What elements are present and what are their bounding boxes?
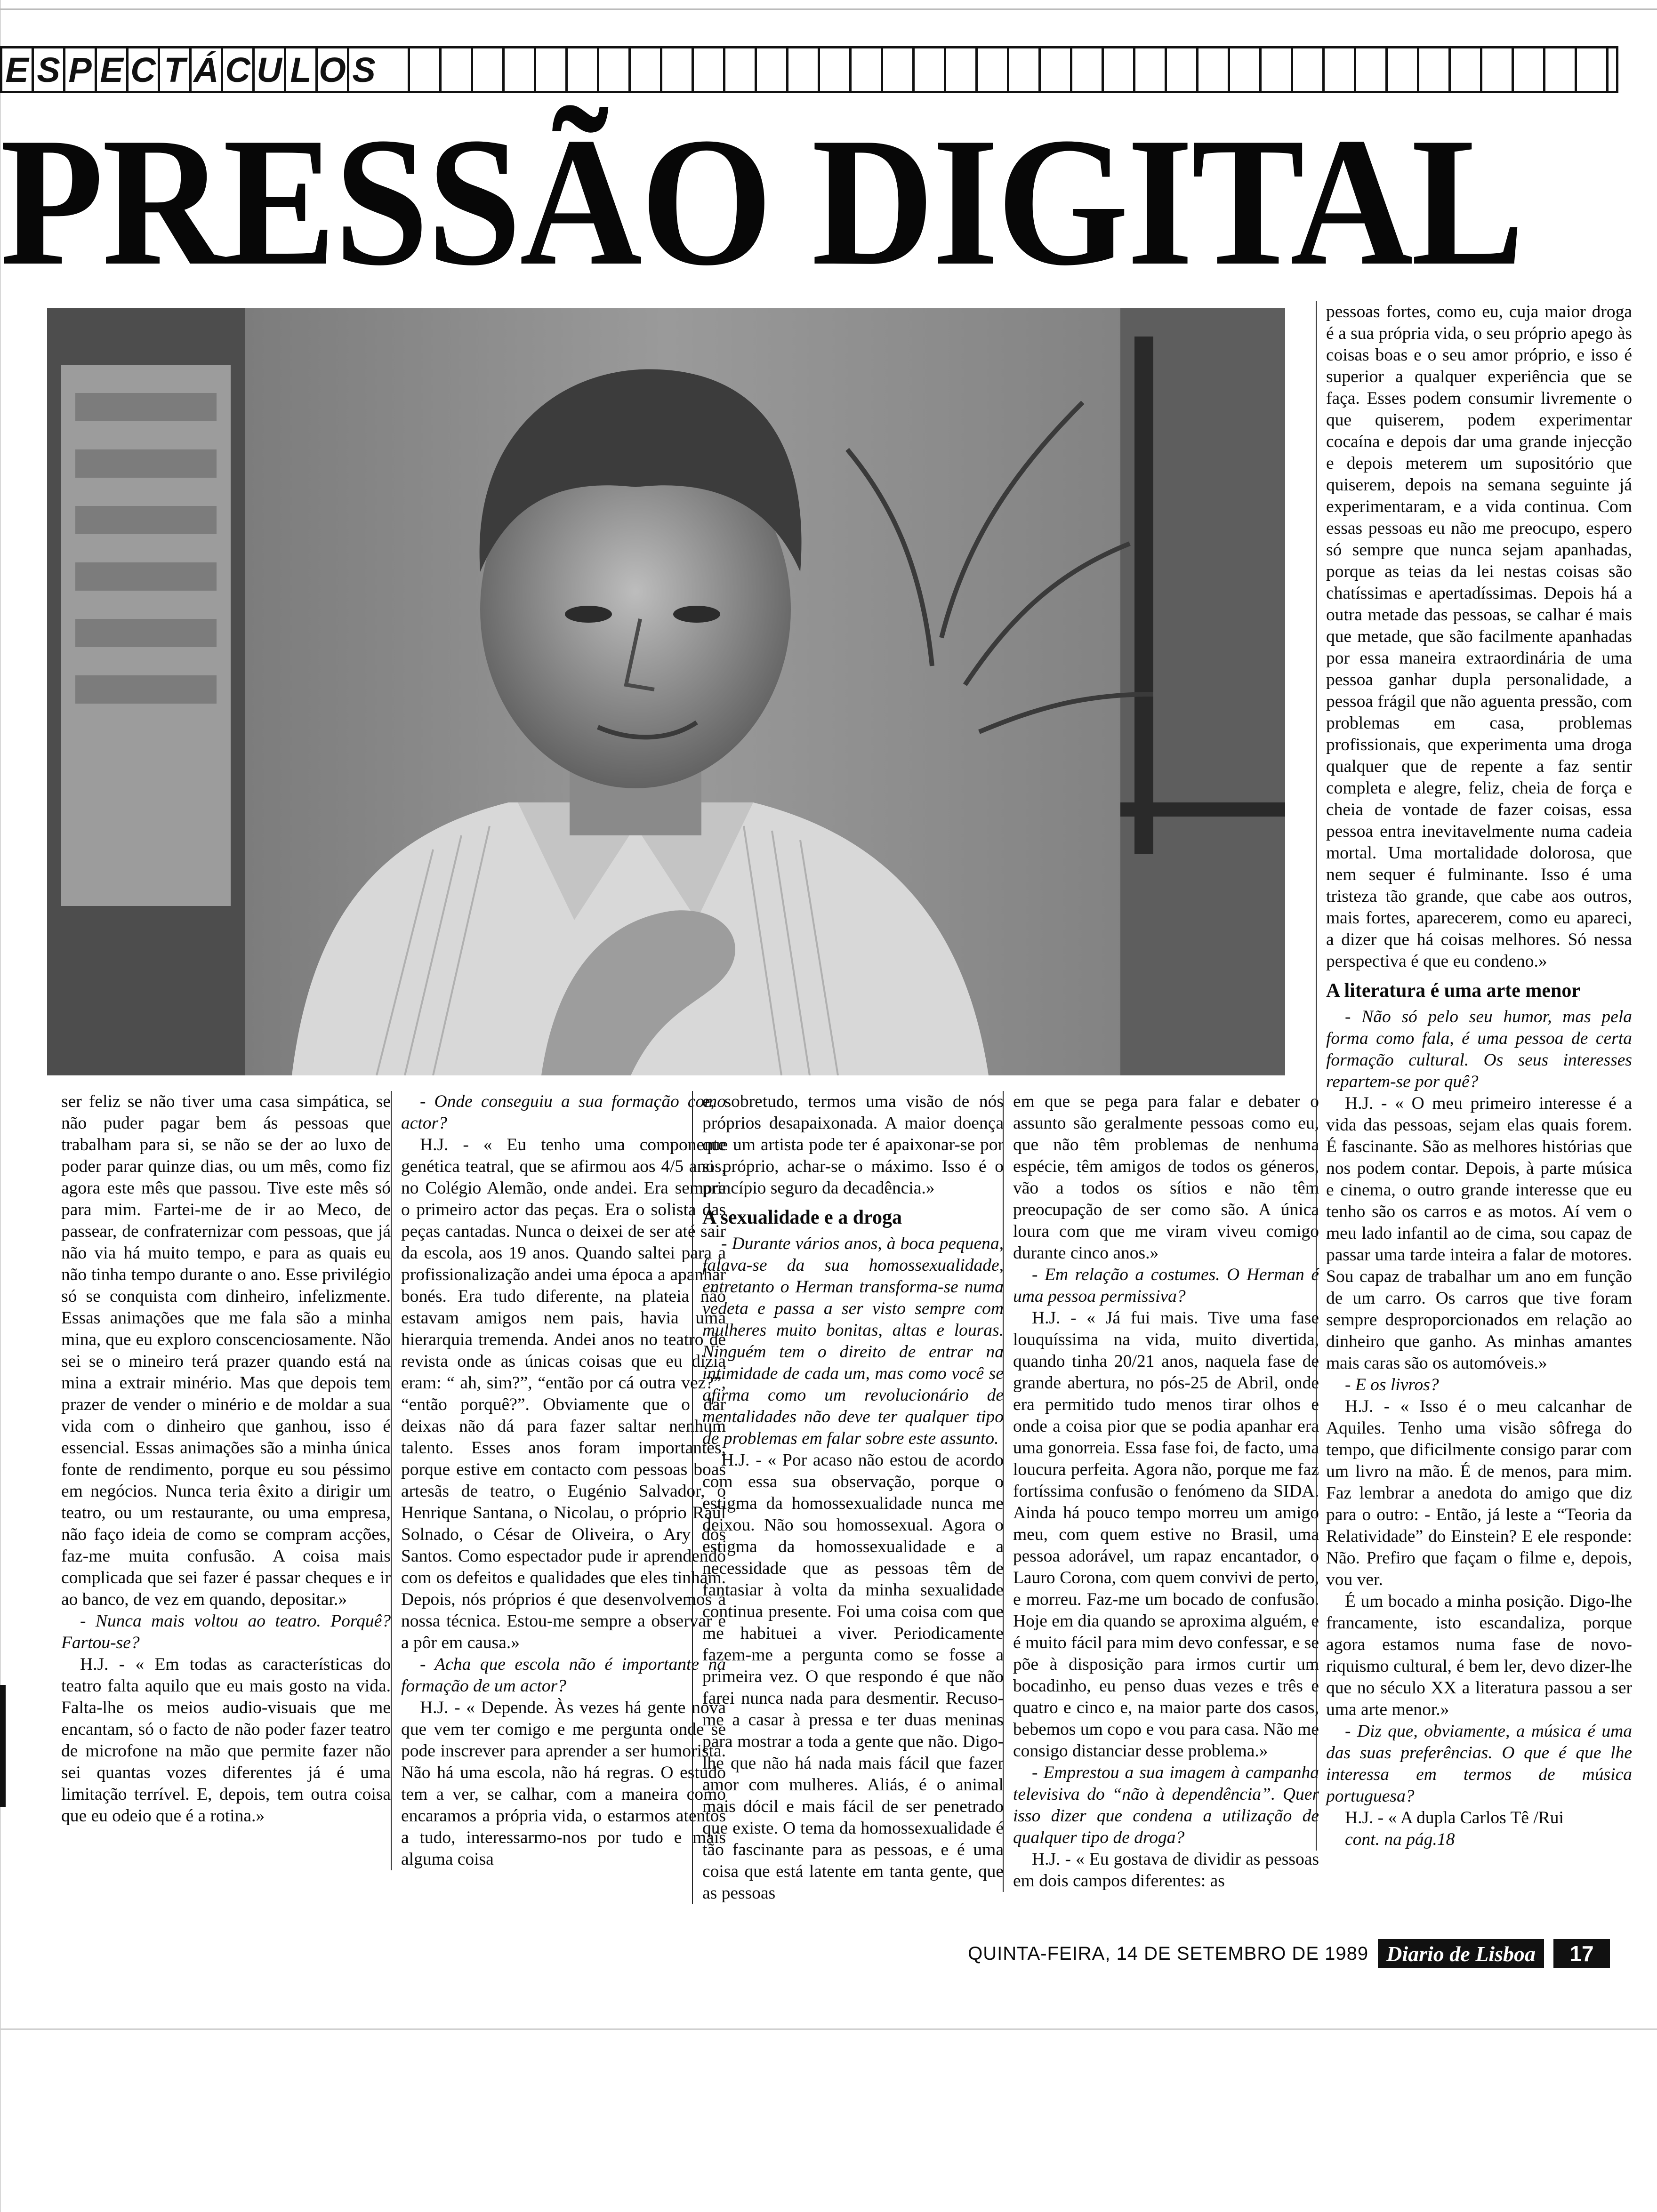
article-column-2	[391, 1091, 726, 1870]
section-letter: L	[284, 46, 318, 93]
section-letter: U	[252, 46, 286, 93]
section-letter: O	[315, 46, 349, 93]
paragraph: É um bocado a minha posição. Digo-lhe francamente, isto escandaliza, porque agora estamos numa fase de novo-riquismo cultural, é bem ler, devo dizer-lhe que no século XX a literatura passou a ser uma arte menor.»	[1326, 1592, 1632, 1719]
section-letter: E	[95, 46, 129, 93]
section-letter: P	[63, 46, 97, 93]
paragraph: H.J. - « Eu tenho uma componente genética teatral, que se afirmou aos 4/5 anos, no Colégio Alemão, onde andei. Era sempre o primeiro actor das peças. Era o solista das peças cantadas. Nunca o deixei de ser até sair da escola, aos 19 anos. Quando saltei para a profissionalização andei uma época a apanhar bonés. Era tudo diferente, na plateia não estavam amigos nem pais, havia uma hierarquia tremenda. Andei anos no teatro de revista onde as únicas coisas que eu dizia eram: “ ah, sim?”, “então por cá outra vez?”, “então porquê?”. Obviamente que o dar deixas não dá para fazer saltar nenhum talento. Esses anos foram importantes, porque estive em contacto com pessoas boas artesãs de teatro, o Eugénio Salvador, o Henrique Santana, o Nicolau, o próprio Raúl Solnado, o César de Oliveira, o Ary dos Santos. Como espectador pude ir aprendendo com os defeitos e qualidades que eles tinham. Depois, nós próprios é que desenvolvemos a nossa técnica. Estou-me sempre a observar e a pôr em causa.»	[401, 1135, 726, 1652]
section-letter: T	[158, 46, 192, 93]
section-letter: S	[32, 46, 65, 93]
paragraph: H.J. - « Por acaso não estou de acordo com essa sua observação, porque o estigma da homossexualidade nunca me deixou. Não sou homossexual. Agora o estigma da homossexualidade e a necessidade que as pessoas têm de fantasiar à volta da minha sexualidade continua presente. Foi uma coisa com que me habituei a viver. Periodicamente fazem-me a pergunta como se fosse a primeira vez. O que respondo é que não farei nunca nada para desmentir. Recuso-me a casar à pressa e ter duas meninas para mostrar a toda a gente que não. Digo-lhe que não há nada mais fácil que fazer amor com mulheres. Aliás, é o animal mais dócil e mais fácil de ser penetrado que existe. O tema da homossexualidade é tão fascinante para as pessoas, e é uma coisa que está latente em tanta gente, que as pessoas	[702, 1451, 1004, 1903]
page-number: 17	[1553, 1939, 1610, 1968]
interview-question: - Emprestou a sua imagem à campanha televisiva do “não à dependência”. Quer isso dizer que condena a utilização de qualquer tipo de droga?	[1013, 1763, 1319, 1847]
top-rule	[0, 8, 1657, 10]
article-column-5	[1316, 301, 1632, 1851]
section-hatch-bar	[378, 46, 1618, 93]
newspaper-masthead: Diario de Lisboa	[1378, 1939, 1544, 1968]
page-footer	[937, 1938, 1610, 1969]
issue-date: QUINTA-FEIRA, 14 DE SETEMBRO DE 1989	[968, 1943, 1369, 1964]
continuation-note: cont. na pág.18	[1345, 1830, 1455, 1849]
section-letter: C	[221, 46, 255, 93]
subheading: A literatura é uma arte menor	[1326, 980, 1580, 1002]
section-band	[0, 46, 1618, 93]
paragraph: pessoas fortes, como eu, cuja maior droga é a sua própria vida, o seu próprio apego às coisas boas e o seu amor próprio, e isso é superior a qualquer experiência que se faça. Esses podem consumir livremente o que quiserem, podem experimentar cocaína e depois dar uma grande injecção e depois meterem um supositório que quiserem, depois na semana seguinte já experimentaram, e a vida continua. Com essas pessoas eu não me preocupo, espero só sempre que nunca sejam apanhadas, porque as teias da lei nestas coisas são chatíssimas e apertadíssimas. Depois há a outra metade das pessoas, se calhar é mais que metade, que são facilmente apanhadas por essa maneira extraordinária de uma pessoa ganhar dupla personalidade, a pessoa frágil que não aguenta pressão, com problemas em casa, problemas profissionais, que experimenta uma droga qualquer que de repente a faz sentir completa e alegre, feliz, cheia de força e cheia de vontade de fazer coisas, essa pessoa entra inevitavelmente numa cadeia mortal. Uma mortalidade dolorosa, que nem sequer é fulminante. Isso é uma tristeza tão grande, que cabe aos outros, mais fortes, aparecerem, como eu apareci, a dizer que há coisas melhores. Só nessa perspectiva é que eu condeno.»	[1326, 302, 1632, 971]
portrait-photo	[47, 308, 1285, 1075]
margin-mark	[0, 1685, 6, 1807]
paragraph: em que se pega para falar e debater o assunto são geralmente pessoas como eu, que não têm problemas de nenhuma espécie, têm amigos de todos os géneros, vão a todos os sítios e não têm preocupação de ser como são. A única loura com que me viram viveu comigo durante cinco anos.»	[1013, 1092, 1319, 1263]
article-column-1	[61, 1091, 391, 1827]
paragraph: e, sobretudo, termos uma visão de nós próprios desapaixonada. A maior doença que um artista pode ter é apaixonar-se por si próprio, achar-se o máximo. Isso é o princípio seguro da decadência.»	[702, 1092, 1004, 1198]
section-letter: E	[0, 46, 34, 93]
interview-question: - Não só pelo seu humor, mas pela forma como fala, é uma pessoa de certa formação cultural. Os seus interesses repartem-se por quê?	[1326, 1007, 1632, 1091]
section-letter: S	[347, 46, 381, 93]
article-column-3	[692, 1091, 1004, 1904]
paragraph: H.J. - « O meu primeiro interesse é a vida das pessoas, sejam elas quais forem. É fascinante. São as melhores histórias que nos podem contar. Depois, à parte música e cinema, o outro grande interesse que eu tenho são os carros e as motos. Aí vem o meu lado infantil ao de cima, sou capaz de passar uma tarde inteira a falar de motores. Sou capaz de trabalhar um ano em função de um carro. Os carros que tive foram sempre desproporcionados em relação ao dinheiro que ganho. As minhas amantes mais caras são os automóveis.»	[1326, 1094, 1632, 1373]
section-letter: C	[126, 46, 160, 93]
interview-question: - Durante vários anos, à boca pequena, falava-se da sua homossexualidade, entretanto o Herman transforma-se numa vedeta e passa a ser visto sempre com mulheres muito bonitas, altas e louras. Ninguém tem o direito de entrar na intimidade de cada um, mas como você se afirma como um revolucionário de mentalidades não deve ter qualquer tipo de problemas em falar sobre este assunto.	[702, 1234, 1004, 1448]
paragraph: ser feliz se não tiver uma casa simpática, se não puder pagar bem ás pessoas que trabalham para si, se não se der ao luxo de poder parar quinze dias, ou um mês, como fiz agora este mês que passou. Tive este mês só para mim. Fartei-me de ir ao Meco, de passear, de confraternizar com pessoas, que já não via há muito tempo, e para as quais eu não tinha tempo durante o ano. Esse privilégio só se conquista com dinheiro, infelizmente. Essas animações que me fala são a minha mina, que eu exploro conscenciosamente. Não sei se o mineiro terá prazer quando está na mina a extrair minério. Mas que depois tem prazer de vender o minério e de moldar a sua vida com o dinheiro que ganhou, isso é essencial. Essas animações são a minha única fonte de rendimento, porque eu sou péssimo em negócios. Nunca teria êxito a dirigir um teatro, ou um restaurante, ou uma empresa, não faço ideia de como se compram acções, faz-me muita confusão. A coisa mais complicada que sei fazer é passar cheques e ir ao banco, de vez em quando, depositar.»	[61, 1092, 391, 1609]
paragraph: H.J. - « A dupla Carlos Tê /Rui	[1345, 1808, 1564, 1827]
interview-question: - Acha que escola não é importante na formação de um actor?	[401, 1655, 726, 1696]
subheading: A sexualidade e a droga	[702, 1207, 902, 1228]
article-column-4	[1003, 1091, 1319, 1892]
section-letter: Á	[189, 46, 223, 93]
interview-question: - E os livros?	[1345, 1375, 1439, 1395]
headline: PRESSÃO DIGITAL	[0, 99, 1523, 304]
bottom-rule	[0, 2028, 1657, 2030]
interview-question: - Nunca mais voltou ao teatro. Porquê? Fartou-se?	[61, 1611, 391, 1652]
paragraph: H.J. - « Depende. Às vezes há gente nova que vem ter comigo e me pergunta onde se pode inscrever para aprender a ser humorista. Não há uma escola, não há regras. O estudo tem a ver, se calhar, com a maneira como encaramos a própria vida, o estarmos atentos a tudo, interessarmo-nos por tudo e mais alguma coisa	[401, 1698, 726, 1869]
interview-question: - Em relação a costumes. O Herman é uma pessoa permissiva?	[1013, 1265, 1319, 1306]
portrait-photo-icon	[47, 308, 1285, 1075]
paragraph: H.J. - « Em todas as características do teatro falta aquilo que eu mais gosto na vida. Falta-lhe os meios audio-visuais que me encantam, só o facto de não poder fazer teatro de microfone na mão que permite fazer não sei quantas vozes diferentes já é uma limitação terrível. E, depois, tem outra coisa que eu odeio que é a rotina.»	[61, 1655, 391, 1826]
paragraph: H.J. - « Já fui mais. Tive uma fase louquíssima na vida, muito divertida, quando tinha 20/21 anos, naquela fase de grande abertura, no pós-25 de Abril, onde era permitido tudo menos tirar olhos e onde a coisa pior que se podia apanhar era uma gonorreia. Essa fase foi, de facto, uma loucura perfeita. Agora não, porque me faz fortíssima confusão o fenómeno da SIDA. Ainda há pouco tempo morreu um amigo meu, com quem estive no Brasil, uma pessoa adorável, um rapaz encantador, o Lauro Corona, com quem convivi de perto, e morreu. Faz-me um bocado de confusão. Hoje em dia quando se aproxima alguém, e é muito fácil para mim devo confessar, e se põe à disposição para irmos curtir um bocadinho, eu penso duas vezes e três e quatro e cinco e, na maior parte dos casos, bebemos um copo e vou para casa. Não me consigo distanciar desse problema.»	[1013, 1308, 1319, 1761]
interview-question: - Onde conseguiu a sua formação como actor?	[401, 1092, 726, 1133]
paragraph: H.J. - « Eu gostava de dividir as pessoas em dois campos diferentes: as	[1013, 1850, 1319, 1891]
paragraph: H.J. - « Isso é o meu calcanhar de Aquiles. Tenho uma visão sôfrega do tempo, que dificilmente consigo parar com um livro na mão. É de menos, para mim. Faz lembrar a anedota do amigo que diz para o outro: - Então, já leste a “Teoria da Relatividade” do Einstein? E ele responde: Não. Prefiro que façam o filme e, depois, vou ver.	[1326, 1397, 1632, 1589]
interview-question: - Diz que, obviamente, a música é uma das suas preferências. O que é que lhe interessa em termos de música portuguesa?	[1326, 1722, 1632, 1806]
